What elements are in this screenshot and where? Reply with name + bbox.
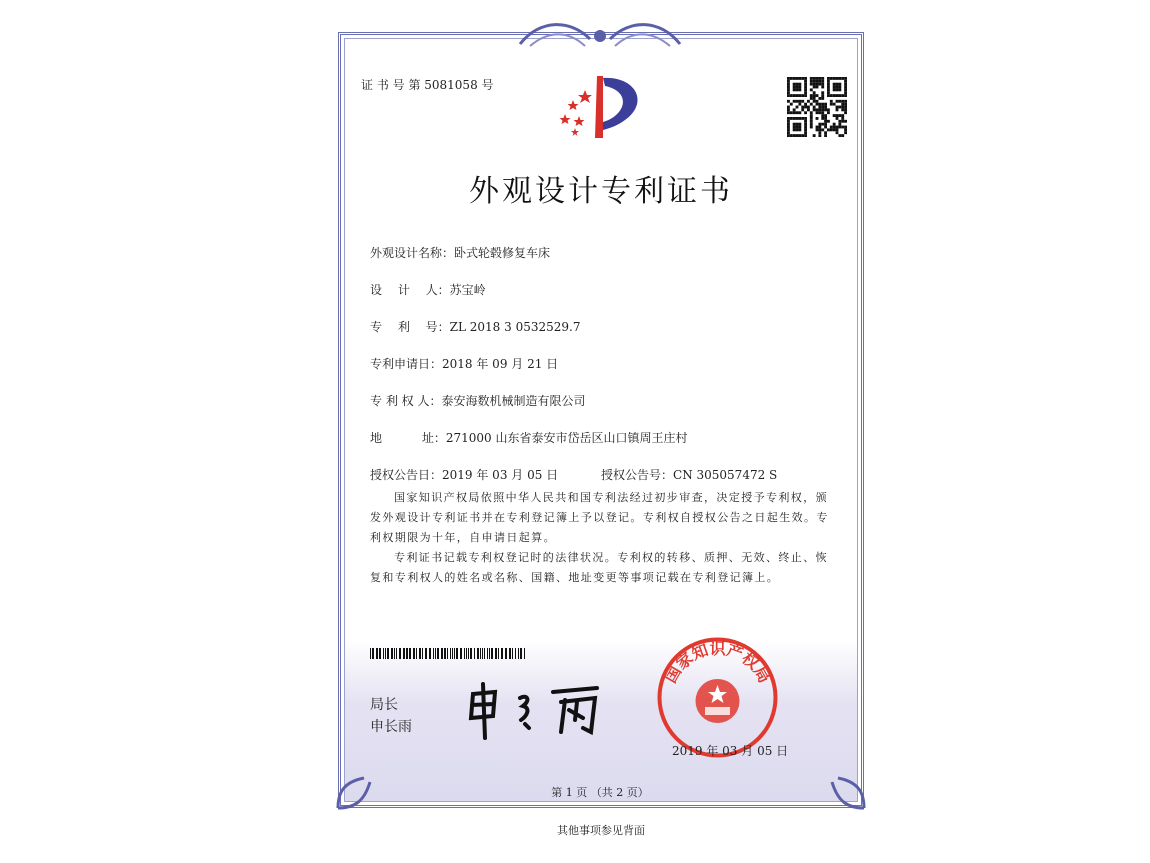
field-label: 地 址： [370,431,446,445]
field-value: CN 305057472 S [673,468,778,482]
seal-date: 2019 年 03 月 05 日 [672,744,789,758]
address-field [370,429,687,446]
page-indicator: 第 1 页 （共 2 页） [551,786,649,799]
field-value: 苏宝岭 [449,283,486,297]
announcement-number-field [601,466,777,483]
director-title: 局长 [370,697,398,713]
corner-ornament-icon [334,772,374,812]
field-label: 授权公告日： [370,468,443,482]
patentee-field [370,392,585,409]
field-value: 2018 年 09 月 21 日 [442,357,559,371]
field-value: 泰安海数机械制造有限公司 [441,394,586,408]
field-label: 专 利 号： [370,320,450,334]
field-label: 专 利 权 人： [370,394,442,408]
field-label: 专利申请日： [370,357,443,371]
designer-field [370,281,486,298]
field-label: 授权公告号： [601,468,674,482]
grant-date-field [370,466,558,483]
grant-statement: 国家知识产权局依照中华人民共和国专利法经过初步审查，决定授予专利权，颁发外观设计专利证书并在专利登记簿上予以登记。专利权自授权公告之日起生效。专利权期限为十年，自申请日起算。 [370,491,829,544]
director-signature [465,680,605,740]
field-label: 设 计 人： [370,283,450,297]
patent-number-field [370,318,580,335]
top-ornament-icon [510,14,690,54]
application-date-field [370,355,558,372]
field-value: ZL 2018 3 0532529.7 [449,320,581,334]
field-value: 271000 山东省泰安市岱岳区山口镇周王庄村 [445,431,688,445]
field-label: 外观设计名称： [370,246,455,260]
certificate-number: 证 书 号 第 5081058 号 [361,78,494,92]
page-title: 外观设计专利证书 [469,174,733,209]
cnipa-logo-icon [555,72,650,142]
corner-ornament-icon [828,772,868,812]
director-name: 申长雨 [370,719,412,735]
qr-code[interactable] [787,77,847,137]
design-name-field [370,244,550,261]
back-note: 其他事项参见背面 [557,824,645,837]
seal-text: 国家知识产权局 [660,639,775,687]
legal-status-statement: 专利证书记载专利权登记时的法律状况。专利权的转移、质押、无效、终止、恢复和专利权人的姓名或名称、国籍、地址变更等事项记载在专利登记簿上。 [370,551,828,584]
field-value: 2019 年 03 月 05 日 [442,468,559,482]
barcode [370,648,525,659]
field-value: 卧式轮毂修复车床 [454,246,551,260]
